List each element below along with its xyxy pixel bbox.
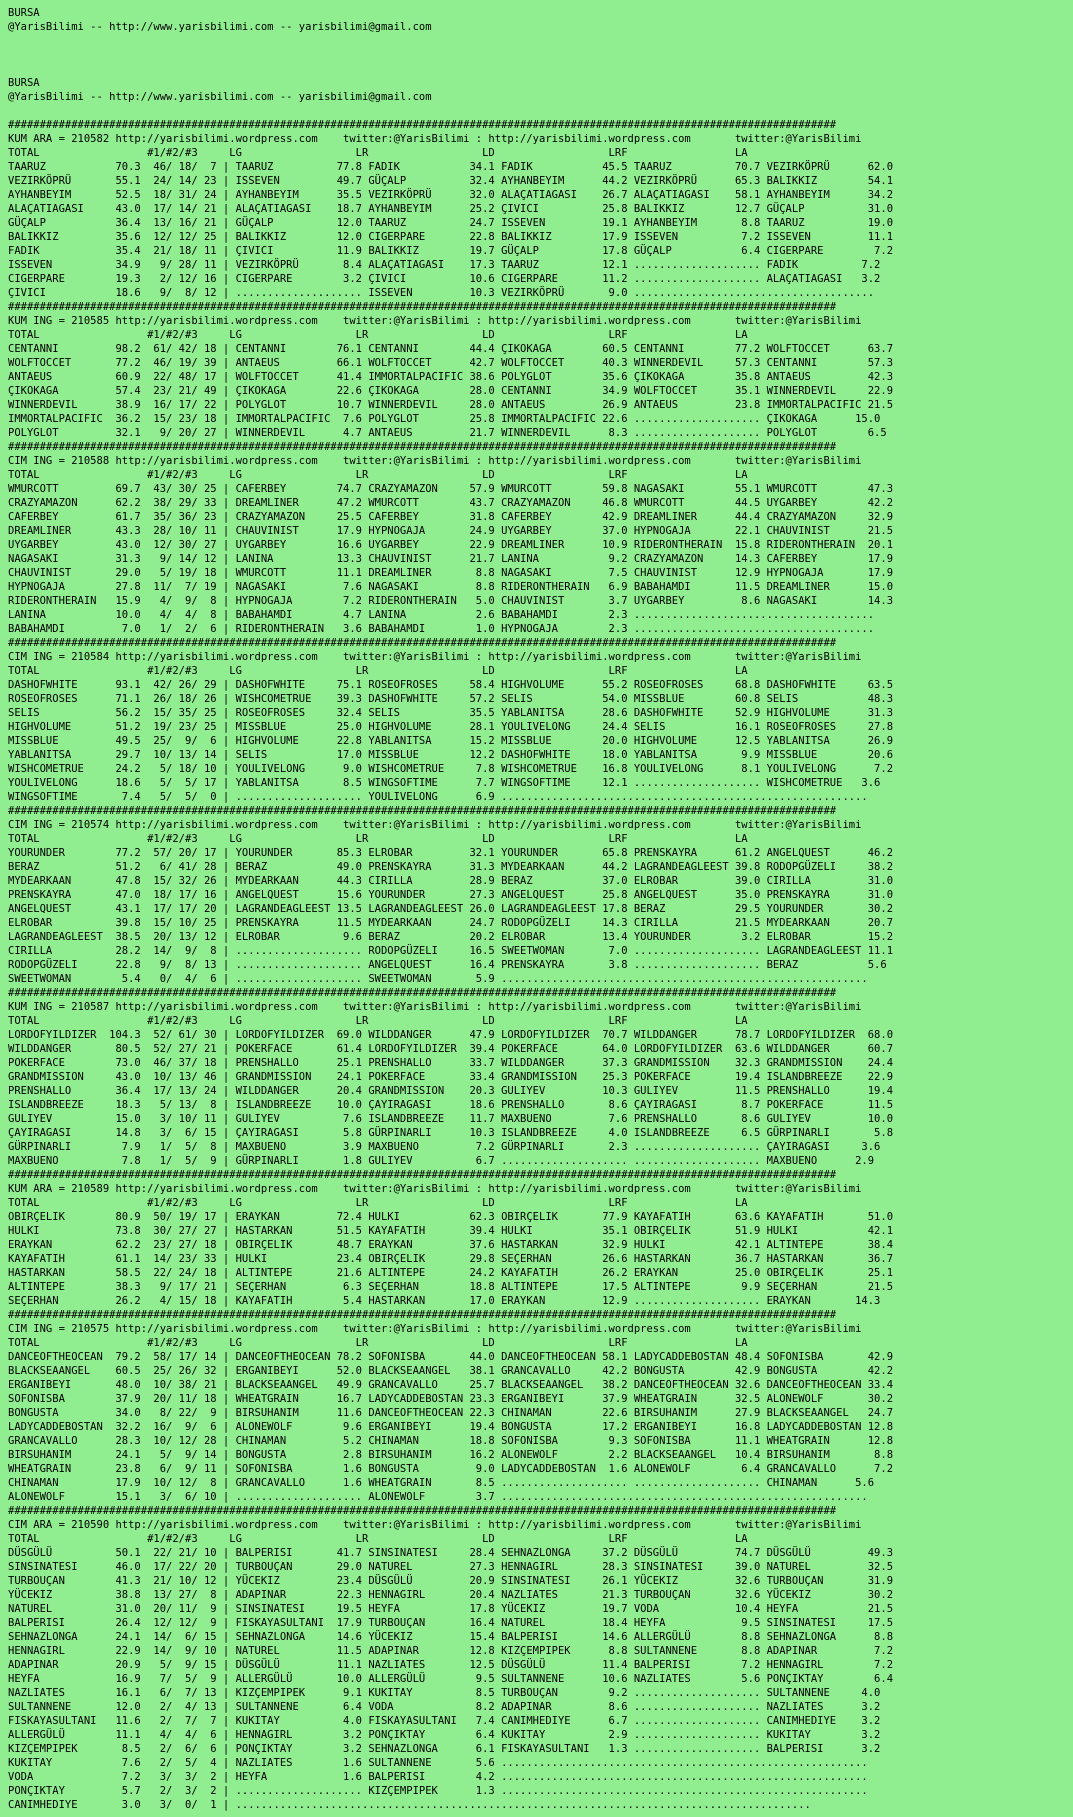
text-line: PRENSKAYRA 47.0 18/ 17/ 16 | ANGELQUEST 15.6 YOURUNDER 27.3 ANGELQUEST 25.8 ANGELQUEST 35.0 PRENSKAYRA 31.0 — [8, 889, 894, 901]
text-line: NATUREL 31.0 20/ 11/ 9 | SINSINATESI 19.5 HEYFA 17.8 YÜCEKIZ 19.7 VODA 10.4 HEYFA 21.5 — [8, 1603, 894, 1615]
text-line: WHEATGRAIN 23.8 6/ 9/ 11 | SOFONISBA 1.6 BONGUSTA 9.0 LADYCADDEBOSTAN 1.6 ALONEWOLF 6.4 GRANCAVALLO 7.2 — [8, 1463, 894, 1475]
text-line: CHINAMAN 17.9 10/ 12/ 8 | GRANCAVALLO 1.6 WHEATGRAIN 8.5 .................... .................... CHINAMAN 5.6 — [8, 1477, 875, 1489]
text-line: ÇAYIRAGASI 14.8 3/ 6/ 15 | ÇAYIRAGASI 5.8 GÜRPINARLI 10.3 ISLANDBREEZE 4.0 ISLANDBREEZE 6.5 GÜRPINARLI 5.8 — [8, 1127, 894, 1139]
text-line: SULTANNENE 12.0 2/ 4/ 13 | SULTANNENE 6.4 VODA 8.2 ADAPINAR 8.6 .................... NAZLIATES 3.2 — [8, 1701, 881, 1713]
text-line: TOTAL #1/#2/#3 LG LR LD LRF LA — [8, 147, 748, 159]
text-line: ALTINTEPE 38.3 9/ 17/ 21 | SEÇERHAN 6.3 SEÇERHAN 18.8 ALTINTEPE 17.5 ALTINTEPE 9.9 SEÇERHAN 21.5 — [8, 1281, 894, 1293]
text-line: ÇIKOKAGA 57.4 23/ 21/ 49 | ÇIKOKAGA 22.6 ÇIKOKAGA 28.0 CENTANNI 34.9 WOLFTOCCET 35.1 WINNERDEVIL 22.9 — [8, 385, 894, 397]
text-line: BLACKSEAANGEL 60.5 25/ 26/ 32 | ERGANIBEYI 52.0 BLACKSEAANGEL 38.1 GRANCAVALLO 42.2 BONGUSTA 42.9 BONGUSTA 42.2 — [8, 1365, 894, 1377]
text-line: ERAYKAN 62.2 23/ 27/ 18 | OBIRÇELIK 48.7 ERAYKAN 37.6 HASTARKAN 32.9 HULKI 42.1 ALTINTEPE 38.4 — [8, 1239, 894, 1251]
text-line: CRAZYAMAZON 62.2 38/ 29/ 33 | DREAMLINER 47.2 WMURCOTT 43.7 CRAZYAMAZON 46.8 WMURCOTT 44.5 UYGARBEY 42.2 — [8, 497, 894, 509]
text-line: YOULIVELONG 18.6 5/ 5/ 17 | YABLANITSA 8.5 WINGSOFTIME 7.7 WINGSOFTIME 12.1 .................... WISHCOMETRUE 3.6 — [8, 777, 881, 789]
text-line: ALAÇATIAGASI 43.0 17/ 14/ 21 | ALAÇATIAGASI 18.7 AYHANBEYIM 25.2 ÇIVICI 25.8 BALIKKIZ 12.7 GÜÇALP 31.0 — [8, 203, 894, 215]
text-line: VEZIRKÖPRÜ 55.1 24/ 14/ 23 | ISSEVEN 49.7 GÜÇALP 32.4 AYHANBEYIM 44.2 VEZIRKÖPRÜ 65.3 BALIKKIZ 54.1 — [8, 175, 894, 187]
text-line: SINSINATESI 46.0 17/ 22/ 20 | TURBOUÇAN 29.0 NATUREL 27.3 HENNAGIRL 28.3 SINSINATESI 39.0 NATUREL 32.5 — [8, 1561, 894, 1573]
text-line: LORDOFYILDIZER 104.3 52/ 61/ 30 | LORDOFYILDIZER 69.0 WILDDANGER 47.9 LORDOFYILDIZER 70.7 WILDDANGER 78.7 LORDOFYILDIZER 68.0 — [8, 1029, 894, 1041]
text-line: TOTAL #1/#2/#3 LG LR LD LRF LA — [8, 665, 748, 677]
text-line: POKERFACE 73.0 46/ 37/ 18 | PRENSHALLO 25.1 PRENSHALLO 33.7 WILDDANGER 37.3 GRANDMISSION 32.3 GRANDMISSION 24.4 — [8, 1057, 894, 1069]
text-line: ALONEWOLF 15.1 3/ 6/ 10 | .................... ALONEWOLF 3.7 .......................................................... — [8, 1491, 868, 1503]
text-line: ALLERGÜLÜ 11.1 4/ 4/ 6 | HENNAGIRL 3.2 PONÇIKTAY 6.4 KUKITAY 2.9 .................... KUKITAY 3.2 — [8, 1729, 881, 1741]
text-line: TOTAL #1/#2/#3 LG LR LD LRF LA — [8, 1533, 748, 1545]
text-line: ################################################################################################################################### — [8, 805, 837, 817]
text-line: ################################################################################################################################### — [8, 441, 837, 453]
text-line: GÜÇALP 36.4 13/ 16/ 21 | GÜÇALP 12.0 TAARUZ 24.7 ISSEVEN 19.1 AYHANBEYIM 8.8 TAARUZ 19.0 — [8, 217, 894, 229]
text-line: HENNAGIRL 22.9 14/ 9/ 10 | NATUREL 11.5 ADAPINAR 12.8 KIZÇEMPIPEK 8.8 SULTANNENE 8.8 ADAPINAR 7.2 — [8, 1645, 894, 1657]
text-line: ERGANIBEYI 48.0 10/ 38/ 21 | BLACKSEAANGEL 49.9 GRANCAVALLO 25.7 BLACKSEAANGEL 38.2 DANCEOFTHEOCEAN 32.6 DANCEOFTHEOCEAN 33.4 — [8, 1379, 894, 1391]
text-line: CIM ING = 210588 http://yarisbilimi.wordpress.com twitter:@YarisBilimi : http://yarisbilimi.wordpress.com twitter:@YarisBilimi — [8, 455, 862, 467]
text-line: BURSA — [8, 77, 40, 89]
text-line: AYHANBEYIM 52.5 18/ 31/ 24 | AYHANBEYIM 35.5 VEZIRKÖPRÜ 32.0 ALAÇATIAGASI 26.7 ALAÇATIAGASI 58.1 AYHANBEYIM 34.2 — [8, 189, 894, 201]
text-line: CHAUVINIST 29.0 5/ 19/ 18 | WMURCOTT 11.1 DREAMLINER 8.8 NAGASAKI 7.5 CHAUVINIST 12.9 HYPNOGAJA 17.9 — [8, 567, 894, 579]
text-line: DASHOFWHITE 93.1 42/ 26/ 29 | DASHOFWHITE 75.1 ROSEOFROSES 58.4 HIGHVOLUME 55.2 ROSEOFROSES 68.8 DASHOFWHITE 63.5 — [8, 679, 894, 691]
text-line: PONÇIKTAY 5.7 2/ 3/ 2 | .................... KIZÇEMPIPEK 1.3 .......................................................... — [8, 1785, 868, 1797]
text-line: ANGELQUEST 43.1 17/ 17/ 20 | LAGRANDEAGLEEST 13.5 LAGRANDEAGLEEST 26.0 LAGRANDEAGLEEST 17.8 BERAZ 29.5 YOURUNDER 30.2 — [8, 903, 894, 915]
text-line: KUKITAY 7.6 2/ 5/ 4 | NAZLIATES 1.6 SULTANNENE 5.6 .......................................................... — [8, 1757, 868, 1769]
text-line: MYDEARKAAN 47.8 15/ 32/ 26 | MYDEARKAAN 44.3 CIRILLA 28.9 BERAZ 37.0 ELROBAR 39.0 CIRILLA 31.0 — [8, 875, 894, 887]
text-line: LAGRANDEAGLEEST 38.5 20/ 13/ 12 | ELROBAR 9.6 BERAZ 20.2 ELROBAR 13.4 YOURUNDER 3.2 ELROBAR 15.2 — [8, 931, 894, 943]
text-line: RODOPGÜZELI 22.8 9/ 8/ 13 | .................... ANGELQUEST 16.4 PRENSKAYRA 3.8 .................... BERAZ 5.6 — [8, 959, 887, 971]
text-line: WISHCOMETRUE 24.2 5/ 18/ 10 | YOULIVELONG 9.0 WISHCOMETRUE 7.8 WISHCOMETRUE 16.8 YOULIVELONG 8.1 YOULIVELONG 7.2 — [8, 763, 894, 775]
text-line — [8, 104, 1073, 118]
text-line: GRANCAVALLO 28.3 10/ 12/ 28 | CHINAMAN 5.2 CHINAMAN 18.8 SOFONISBA 9.3 SOFONISBA 11.1 WHEATGRAIN 12.8 — [8, 1435, 894, 1447]
text-line: ÇIVICI 18.6 9/ 8/ 12 | .................... ISSEVEN 10.3 VEZIRKÖPRÜ 9.0 ...................................... — [8, 287, 875, 299]
text-line — [8, 62, 1073, 76]
text-line: ADAPINAR 20.9 5/ 9/ 15 | DÜSGÜLÜ 11.1 NAZLIATES 12.5 DÜSGÜLÜ 11.4 BALPERISI 7.2 HENNAGIRL 7.2 — [8, 1659, 894, 1671]
text-line: KUM ARA = 210589 http://yarisbilimi.wordpress.com twitter:@YarisBilimi : http://yarisbilimi.wordpress.com twitter:@YarisBilimi — [8, 1183, 862, 1195]
text-line: CIM ARA = 210590 http://yarisbilimi.wordpress.com twitter:@YarisBilimi : http://yarisbilimi.wordpress.com twitter:@YarisBilimi — [8, 1519, 862, 1531]
text-line: BALPERISI 26.4 12/ 12/ 9 | FISKAYASULTANI 17.9 TURBOUÇAN 16.4 NATUREL 18.4 HEYFA 9.5 SINSINATESI 17.5 — [8, 1617, 894, 1629]
text-line: HEYFA 16.9 7/ 5/ 9 | ALLERGÜLÜ 10.0 ALLERGÜLÜ 9.5 SULTANNENE 10.6 NAZLIATES 5.6 PONÇIKTAY 6.4 — [8, 1673, 894, 1685]
text-line: DÜSGÜLÜ 50.1 22/ 21/ 10 | BALPERISI 41.7 SINSINATESI 28.4 SEHNAZLONGA 37.2 DÜSGÜLÜ 74.7 DÜSGÜLÜ 49.3 — [8, 1547, 894, 1559]
text-line: VODA 7.2 3/ 3/ 2 | HEYFA 1.6 BALPERISI 4.2 .......................................................... — [8, 1771, 868, 1783]
text-line: ################################################################################################################################### — [8, 637, 837, 649]
text-line: TOTAL #1/#2/#3 LG LR LD LRF LA — [8, 329, 748, 341]
text-line: CAFERBEY 61.7 35/ 36/ 23 | CRAZYAMAZON 25.5 CAFERBEY 31.8 CAFERBEY 42.9 DREAMLINER 44.4 CRAZYAMAZON 32.9 — [8, 511, 894, 523]
text-line: CIM ING = 210574 http://yarisbilimi.wordpress.com twitter:@YarisBilimi : http://yarisbilimi.wordpress.com twitter:@YarisBilimi — [8, 819, 862, 831]
text-line: BERAZ 51.2 6/ 41/ 28 | BERAZ 49.0 PRENSKAYRA 31.3 MYDEARKAAN 44.2 LAGRANDEAGLEEST 39.8 RODOPGÜZELI 38.2 — [8, 861, 894, 873]
text-line: TURBOUÇAN 41.3 21/ 10/ 12 | YÜCEKIZ 23.4 DÜSGÜLÜ 20.9 SINSINATESI 26.1 YÜCEKIZ 32.6 TURBOUÇAN 31.9 — [8, 1575, 894, 1587]
text-line: BONGUSTA 34.0 8/ 22/ 9 | BIRSUHANIM 11.6 DANCEOFTHEOCEAN 22.3 CHINAMAN 22.6 BIRSUHANIM 27.9 BLACKSEAANGEL 24.7 — [8, 1407, 894, 1419]
text-line: LANINA 10.0 4/ 4/ 8 | BABAHAMDI 4.7 LANINA 2.6 BABAHAMDI 2.3 ...................................... — [8, 609, 875, 621]
text-line: SEHNAZLONGA 24.1 14/ 6/ 15 | SEHNAZLONGA 14.6 YÜCEKIZ 15.4 BALPERISI 14.6 ALLERGÜLÜ 8.8 SEHNAZLONGA 8.8 — [8, 1631, 894, 1643]
text-line: FADIK 35.4 21/ 18/ 11 | ÇIVICI 11.9 BALIKKIZ 19.7 GÜÇALP 17.8 GÜÇALP 6.4 CIGERPARE 7.2 — [8, 245, 894, 257]
text-line: DANCEOFTHEOCEAN 79.2 58/ 17/ 14 | DANCEOFTHEOCEAN 78.2 SOFONISBA 44.0 DANCEOFTHEOCEAN 58.1 LADYCADDEBOSTAN 48.4 SOFONISBA 42.9 — [8, 1351, 894, 1363]
text-line: FISKAYASULTANI 11.6 2/ 7/ 7 | KUKITAY 4.0 FISKAYASULTANI 7.4 CANIMHEDIYE 6.7 .................... CANIMHEDIYE 3.2 — [8, 1715, 881, 1727]
text-line: ROSEOFROSES 71.1 26/ 18/ 26 | WISHCOMETRUE 39.3 DASHOFWHITE 57.2 SELIS 54.0 MISSBLUE 60.8 SELIS 48.3 — [8, 693, 894, 705]
text-line: YÜCEKIZ 38.8 13/ 27/ 8 | ADAPINAR 22.3 HENNAGIRL 20.4 NAZLIATES 21.3 TURBOUÇAN 32.6 YÜCEKIZ 30.2 — [8, 1589, 894, 1601]
text-line: KUM ARA = 210582 http://yarisbilimi.wordpress.com twitter:@YarisBilimi : http://yarisbilimi.wordpress.com twitter:@YarisBilimi — [8, 133, 862, 145]
text-line: WOLFTOCCET 77.2 46/ 19/ 39 | ANTAEUS 66.1 WOLFTOCCET 42.7 WOLFTOCCET 40.3 WINNERDEVIL 57.3 CENTANNI 57.3 — [8, 357, 894, 369]
text-line: KUM ING = 210587 http://yarisbilimi.wordpress.com twitter:@YarisBilimi : http://yarisbilimi.wordpress.com twitter:@YarisBilimi — [8, 1001, 862, 1013]
text-line: SEÇERHAN 26.2 4/ 15/ 18 | KAYAFATIH 5.4 HASTARKAN 17.0 ERAYKAN 12.9 .................... ERAYKAN 14.3 — [8, 1295, 881, 1307]
text-line: ################################################################################################################################### — [8, 1309, 837, 1321]
text-line: KAYAFATIH 61.1 14/ 23/ 33 | HULKI 23.4 OBIRÇELIK 29.8 SEÇERHAN 26.6 HASTARKAN 36.7 HASTARKAN 36.7 — [8, 1253, 894, 1265]
text-line: ################################################################################################################################### — [8, 119, 837, 131]
text-line: CIGERPARE 19.3 2/ 12/ 16 | CIGERPARE 3.2 ÇIVICI 10.6 CIGERPARE 11.2 .................... ALAÇATIAGASI 3.2 — [8, 273, 881, 285]
text-line: BABAHAMDI 7.0 1/ 2/ 6 | RIDERONTHERAIN 3.6 BABAHAMDI 1.0 HYPNOGAJA 2.3 ...................................... — [8, 623, 875, 635]
text-line: UYGARBEY 43.0 12/ 30/ 27 | UYGARBEY 16.6 UYGARBEY 22.9 DREAMLINER 10.9 RIDERONTHERAIN 15.8 RIDERONTHERAIN 20.1 — [8, 539, 894, 551]
text-line — [8, 34, 1073, 48]
text-line: KIZÇEMPIPEK 8.5 2/ 6/ 6 | PONÇIKTAY 3.2 SEHNAZLONGA 6.1 FISKAYASULTANI 1.3 .................... BALPERISI 3.2 — [8, 1743, 881, 1755]
text-line: ISSEVEN 34.9 9/ 28/ 11 | VEZIRKÖPRÜ 8.4 ALAÇATIAGASI 17.3 TAARUZ 12.1 .................... FADIK 7.2 — [8, 259, 881, 271]
text-line: BALIKKIZ 35.6 12/ 12/ 25 | BALIKKIZ 12.0 CIGERPARE 22.8 BALIKKIZ 17.9 ISSEVEN 7.2 ISSEVEN 11.1 — [8, 231, 894, 243]
text-line: TOTAL #1/#2/#3 LG LR LD LRF LA — [8, 1337, 748, 1349]
text-line: NAZLIATES 16.1 6/ 7/ 13 | KIZÇEMPIPEK 9.1 KUKITAY 8.5 TURBOUÇAN 9.2 .................... SULTANNENE 4.0 — [8, 1687, 881, 1699]
text-line: SWEETWOMAN 5.4 0/ 4/ 6 | .................... SWEETWOMAN 5.9 .......................................................... — [8, 973, 868, 985]
text-line: HULKI 73.8 30/ 27/ 27 | HASTARKAN 51.5 KAYAFATIH 39.4 HULKI 35.1 OBIRÇELIK 51.9 HULKI 42.1 — [8, 1225, 894, 1237]
text-line: GÜRPINARLI 7.9 1/ 5/ 8 | MAXBUENO 3.9 MAXBUENO 7.2 GÜRPINARLI 2.3 .................... ÇAYIRAGASI 3.6 — [8, 1141, 881, 1153]
text-line: HASTARKAN 58.5 22/ 24/ 18 | ALTINTEPE 21.6 ALTINTEPE 24.2 KAYAFATIH 26.2 ERAYKAN 25.0 OBIRÇELIK 25.1 — [8, 1267, 894, 1279]
text-line: CIM ING = 210584 http://yarisbilimi.wordpress.com twitter:@YarisBilimi : http://yarisbilimi.wordpress.com twitter:@YarisBilimi — [8, 651, 862, 663]
text-line: NAGASAKI 31.3 9/ 14/ 12 | LANINA 13.3 CHAUVINIST 21.7 LANINA 9.2 CRAZYAMAZON 14.3 CAFERBEY 17.9 — [8, 553, 894, 565]
text-line — [8, 48, 1073, 62]
text-line: CIRILLA 28.2 14/ 9/ 8 | .................... RODOPGÜZELI 16.5 SWEETWOMAN 7.0 .................... LAGRANDEAGLEEST 11.1 — [8, 945, 894, 957]
text-line: ISLANDBREEZE 18.3 5/ 13/ 8 | ISLANDBREEZE 10.0 ÇAYIRAGASI 18.6 PRENSHALLO 8.6 ÇAYIRAGASI 8.7 POKERFACE 11.5 — [8, 1099, 894, 1111]
text-line: ################################################################################################################################### — [8, 1169, 837, 1181]
text-line: WINGSOFTIME 7.4 5/ 5/ 0 | .................... YOULIVELONG 6.9 .......................................................... — [8, 791, 868, 803]
text-line: WINNERDEVIL 38.9 16/ 17/ 22 | POLYGLOT 10.7 WINNERDEVIL 28.0 ANTAEUS 26.9 ANTAEUS 23.8 IMMORTALPACIFIC 21.5 — [8, 399, 894, 411]
text-line: HIGHVOLUME 51.2 19/ 23/ 25 | MISSBLUE 25.0 HIGHVOLUME 28.1 YOULIVELONG 24.4 SELIS 16.1 ROSEOFROSES 27.8 — [8, 721, 894, 733]
text-line: KUM ING = 210585 http://yarisbilimi.wordpress.com twitter:@YarisBilimi : http://yarisbilimi.wordpress.com twitter:@YarisBilimi — [8, 315, 862, 327]
text-line: TOTAL #1/#2/#3 LG LR LD LRF LA — [8, 1015, 748, 1027]
text-line: YABLANITSA 29.7 10/ 13/ 14 | SELIS 17.0 MISSBLUE 12.2 DASHOFWHITE 18.0 YABLANITSA 9.9 MISSBLUE 20.6 — [8, 749, 894, 761]
text-line: @YarisBilimi -- http://www.yarisbilimi.com -- yarisbilimi@gmail.com — [8, 91, 432, 103]
text-line: SOFONISBA 37.9 20/ 11/ 18 | WHEATGRAIN 16.7 LADYCADDEBOSTAN 23.3 ERGANIBEYI 37.9 WHEATGRAIN 32.5 ALONEWOLF 30.2 — [8, 1393, 894, 1405]
text-line: ################################################################################################################################### — [8, 301, 837, 313]
text-line: SELIS 56.2 15/ 35/ 25 | ROSEOFROSES 32.4 SELIS 35.5 YABLANITSA 28.6 DASHOFWHITE 52.9 HIGHVOLUME 31.3 — [8, 707, 894, 719]
text-line: ANTAEUS 60.9 22/ 48/ 17 | WOLFTOCCET 41.4 IMMORTALPACIFIC 38.6 POLYGLOT 35.6 ÇIKOKAGA 35.8 ANTAEUS 42.3 — [8, 371, 894, 383]
text-line: PRENSHALLO 36.4 17/ 13/ 24 | WILDDANGER 20.4 GRANDMISSION 20.3 GULIYEV 10.3 GULIYEV 11.5 PRENSHALLO 19.4 — [8, 1085, 894, 1097]
text-line: TOTAL #1/#2/#3 LG LR LD LRF LA — [8, 1197, 748, 1209]
text-line: ################################################################################################################################### — [8, 987, 837, 999]
text-line: GRANDMISSION 43.0 10/ 13/ 46 | GRANDMISSION 24.1 POKERFACE 33.4 GRANDMISSION 25.3 POKERFACE 19.4 ISLANDBREEZE 22.9 — [8, 1071, 894, 1083]
text-line: RIDERONTHERAIN 15.9 4/ 9/ 8 | HYPNOGAJA 7.2 RIDERONTHERAIN 5.0 CHAUVINIST 3.7 UYGARBEY 8.6 NAGASAKI 14.3 — [8, 595, 894, 607]
text-line: ELROBAR 39.8 15/ 10/ 25 | PRENSKAYRA 11.5 MYDEARKAAN 24.7 RODOPGÜZELI 14.3 CIRILLA 21.5 MYDEARKAAN 20.7 — [8, 917, 894, 929]
text-line: HYPNOGAJA 27.8 11/ 7/ 19 | NAGASAKI 7.6 NAGASAKI 8.8 RIDERONTHERAIN 6.9 BABAHAMDI 11.5 DREAMLINER 15.0 — [8, 581, 894, 593]
text-line: OBIRÇELIK 80.9 50/ 19/ 17 | ERAYKAN 72.4 HULKI 62.3 OBIRÇELIK 77.9 KAYAFATIH 63.6 KAYAFATIH 51.0 — [8, 1211, 894, 1223]
text-line: LADYCADDEBOSTAN 32.2 16/ 9/ 6 | ALONEWOLF 9.6 ERGANIBEYI 19.4 BONGUSTA 17.2 ERGANIBEYI 16.8 LADYCADDEBOSTAN 12.8 — [8, 1421, 894, 1433]
text-line: MISSBLUE 49.5 25/ 9/ 6 | HIGHVOLUME 22.8 YABLANITSA 15.2 MISSBLUE 20.0 HIGHVOLUME 12.5 YABLANITSA 26.9 — [8, 735, 894, 747]
text-line: WILDDANGER 80.5 52/ 27/ 21 | POKERFACE 61.4 LORDOFYILDIZER 39.4 POKERFACE 64.0 LORDOFYILDIZER 63.6 WILDDANGER 60.7 — [8, 1043, 894, 1055]
text-line: GULIYEV 15.0 3/ 10/ 11 | GULIYEV 7.6 ISLANDBREEZE 11.7 MAXBUENO 7.6 PRENSHALLO 8.6 GULIYEV 10.0 — [8, 1113, 894, 1125]
text-line: BURSA — [8, 7, 40, 19]
text-line: DREAMLINER 43.3 28/ 10/ 11 | CHAUVINIST 17.9 HYPNOGAJA 24.9 UYGARBEY 37.0 HYPNOGAJA 22.1 CHAUVINIST 21.5 — [8, 525, 894, 537]
text-line: TOTAL #1/#2/#3 LG LR LD LRF LA — [8, 833, 748, 845]
text-line: TOTAL #1/#2/#3 LG LR LD LRF LA — [8, 469, 748, 481]
text-line: CENTANNI 98.2 61/ 42/ 18 | CENTANNI 76.1 CENTANNI 44.4 ÇIKOKAGA 60.5 CENTANNI 77.2 WOLFTOCCET 63.7 — [8, 343, 894, 355]
text-line: WMURCOTT 69.7 43/ 30/ 25 | CAFERBEY 74.7 CRAZYAMAZON 57.9 WMURCOTT 59.8 NAGASAKI 55.1 WMURCOTT 47.3 — [8, 483, 894, 495]
text-line: CANIMHEDIYE 3.0 3/ 0/ 1 | ........................................................................................... — [8, 1799, 811, 1811]
text-line: ################################################################################################################################### — [8, 1505, 837, 1517]
text-line: MAXBUENO 7.8 1/ 5/ 9 | GÜRPINARLI 1.8 GULIYEV 6.7 .................... .................... MAXBUENO 2.9 — [8, 1155, 875, 1167]
text-line: CIM ING = 210575 http://yarisbilimi.wordpress.com twitter:@YarisBilimi : http://yarisbilimi.wordpress.com twitter:@YarisBilimi — [8, 1323, 862, 1335]
text-line: IMMORTALPACIFIC 36.2 15/ 23/ 18 | IMMORTALPACIFIC 7.6 POLYGLOT 25.8 IMMORTALPACIFIC 22.6 .................... ÇIKOKAGA 15.0 — [8, 413, 881, 425]
text-line: @YarisBilimi -- http://www.yarisbilimi.com -- yarisbilimi@gmail.com — [8, 21, 432, 33]
text-line: BIRSUHANIM 24.1 5/ 9/ 14 | BONGUSTA 2.8 BIRSUHANIM 16.2 ALONEWOLF 2.2 BLACKSEAANGEL 10.4 BIRSUHANIM 8.8 — [8, 1449, 894, 1461]
text-line: POLYGLOT 32.1 9/ 20/ 27 | WINNERDEVIL 4.7 ANTAEUS 21.7 WINNERDEVIL 8.3 .................... POLYGLOT 6.5 — [8, 427, 887, 439]
text-line: YOURUNDER 77.2 57/ 20/ 17 | YOURUNDER 85.3 ELROBAR 32.1 YOURUNDER 65.8 PRENSKAYRA 61.2 ANGELQUEST 46.2 — [8, 847, 894, 859]
text-line: TAARUZ 70.3 46/ 18/ 7 | TAARUZ 77.8 FADIK 34.1 FADIK 45.5 TAARUZ 70.7 VEZIRKÖPRÜ 62.0 — [8, 161, 894, 173]
